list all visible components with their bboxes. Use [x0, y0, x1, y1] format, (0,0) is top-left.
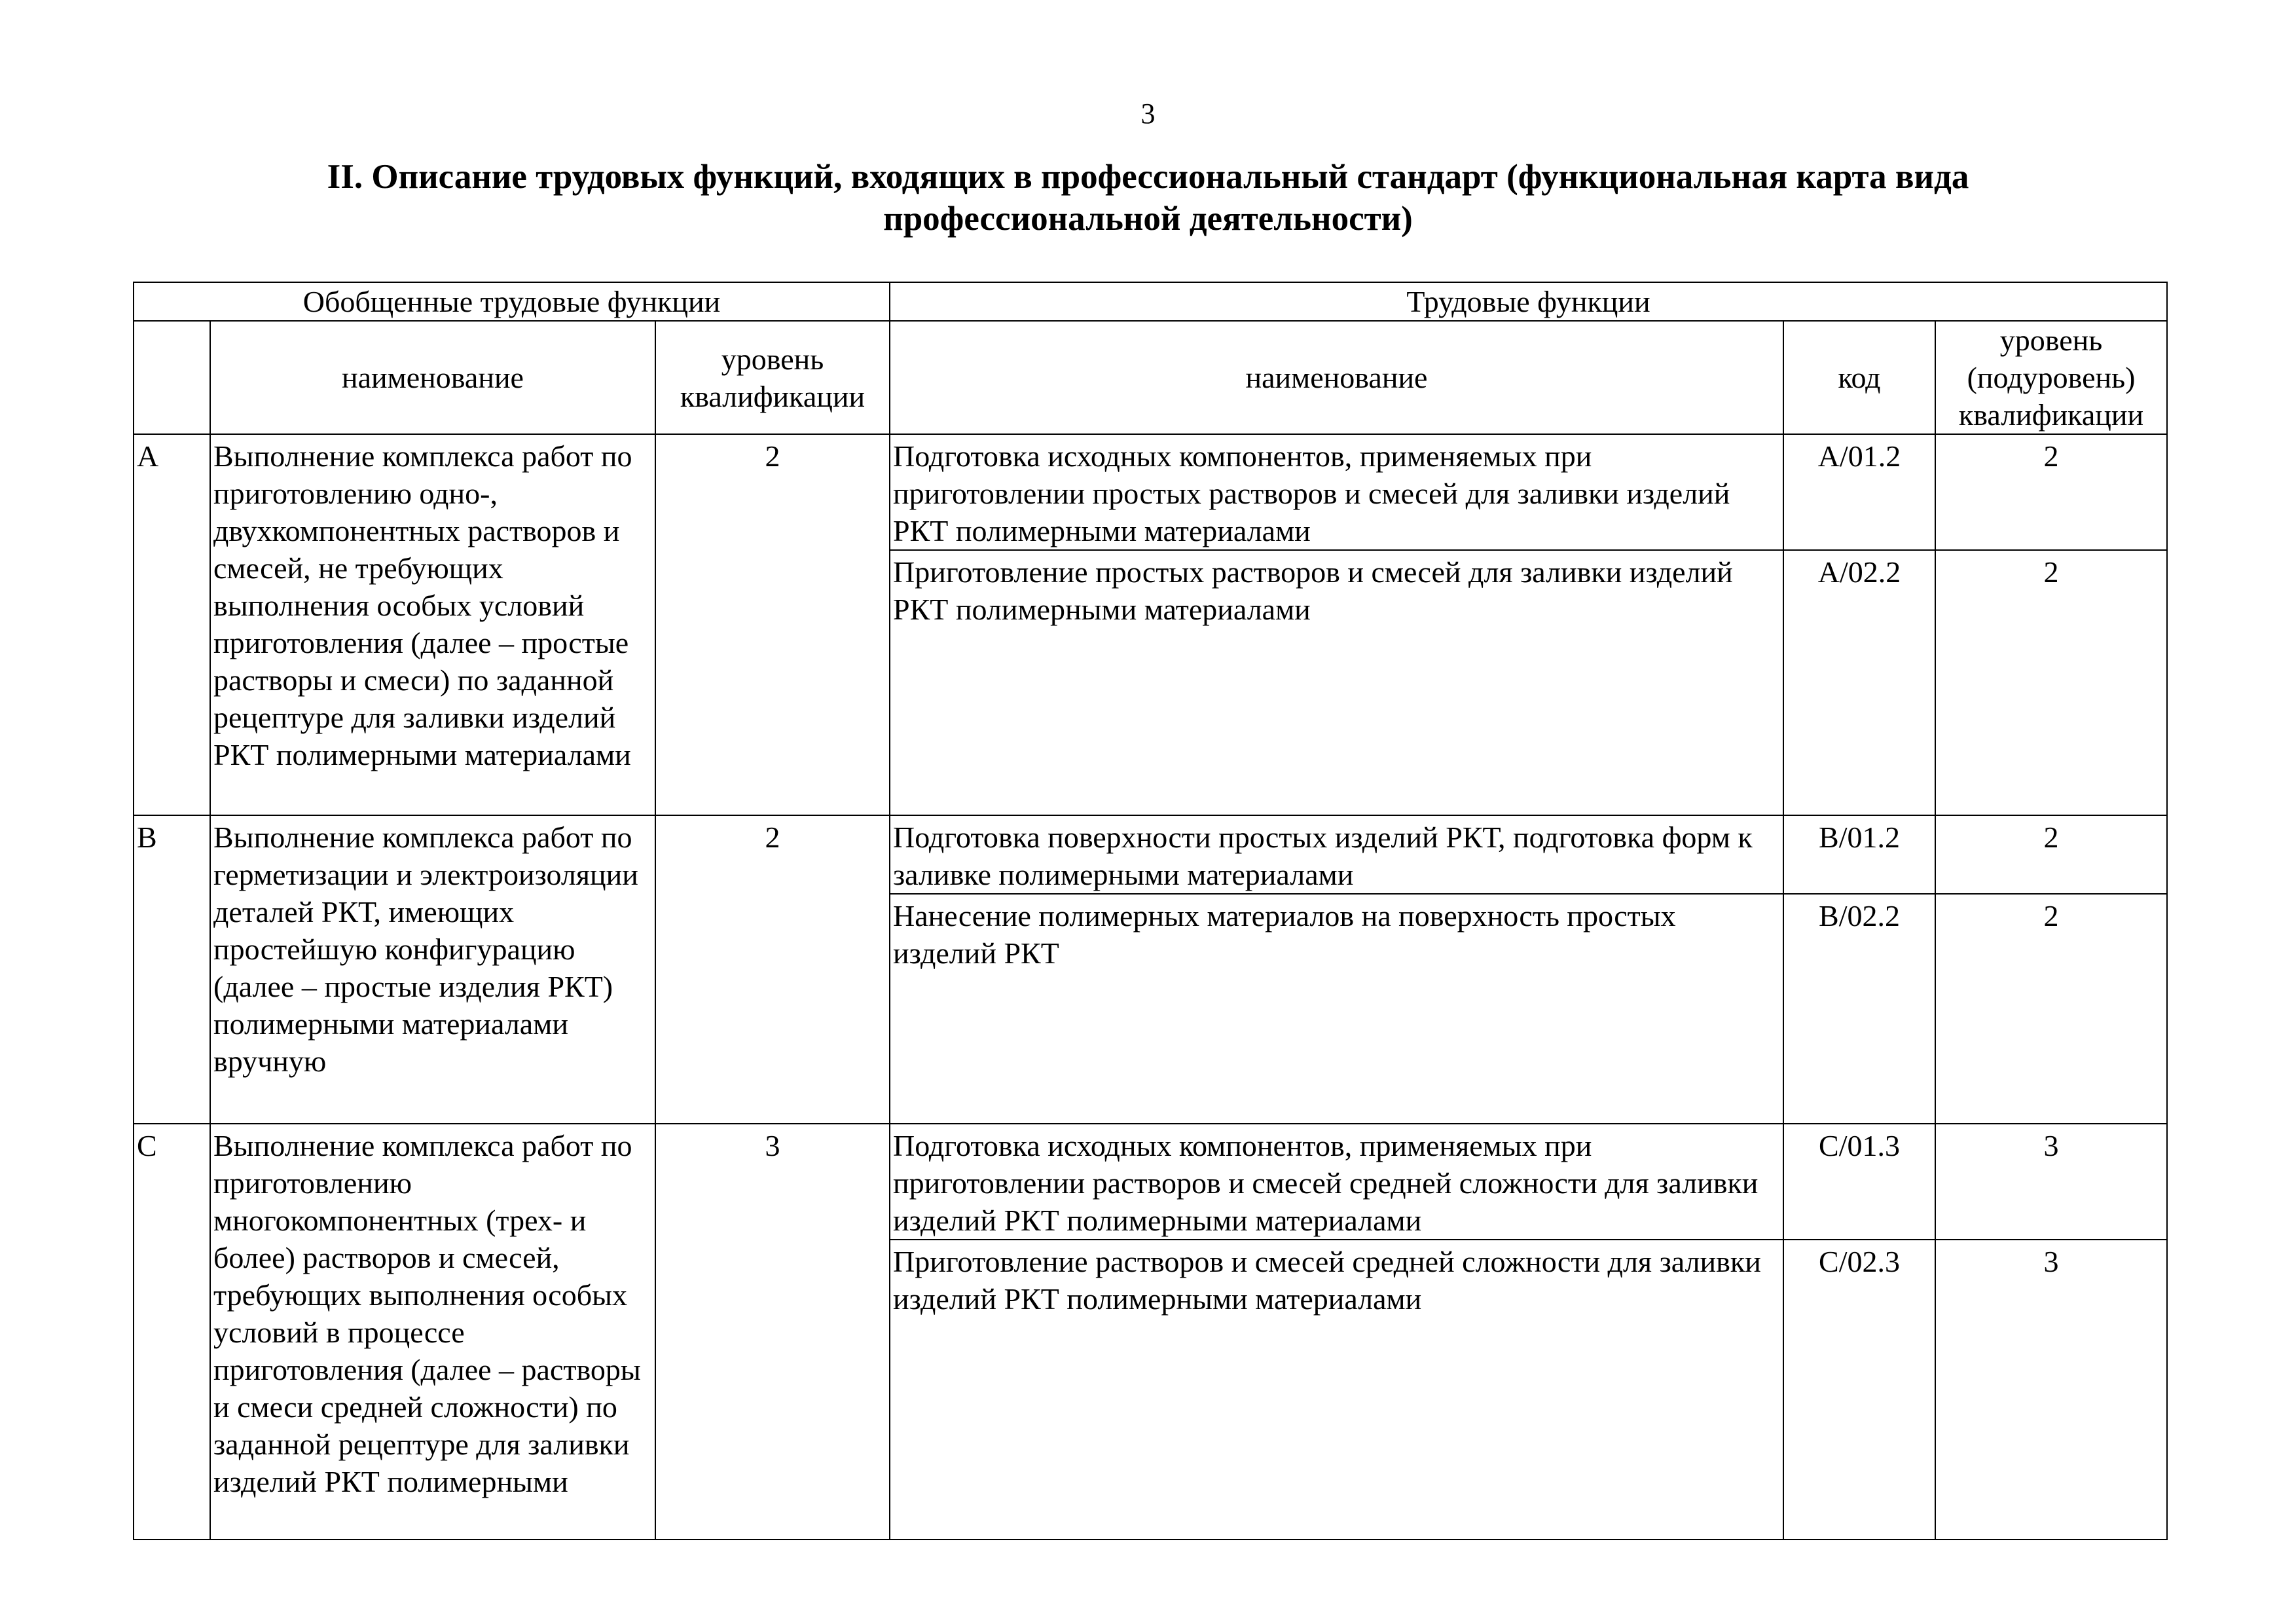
function-name: Нанесение полимерных материалов на поверхность простых изделий РКТ — [890, 894, 1783, 1124]
table-row — [134, 1124, 2167, 1240]
function-name: Приготовление растворов и смесей средней сложности для заливки изделий РКТ полимерными материалами — [890, 1240, 1783, 1540]
header-tf-name: наименование — [890, 321, 1783, 434]
function-name: Подготовка исходных компонентов, применяемых при приготовлении простых растворов и смесей для заливки изделий РКТ полимерными материалами — [890, 434, 1783, 550]
function-name: Приготовление простых растворов и смесей для заливки изделий РКТ полимерными материалами — [890, 550, 1783, 815]
group-name: Выполнение комплекса работ по приготовлению одно-, двухкомпонентных растворов и смесей, не требующих выполнения особых условий приготовления (далее – простые растворы и смеси) по заданной рецептуре для заливки изделий РКТ полимерными материалами — [210, 434, 655, 815]
header-row-1 — [134, 282, 2167, 321]
function-code: A/01.2 — [1783, 434, 1935, 550]
group-name: Выполнение комплекса работ по приготовлению многокомпонентных (трех- и более) растворов и смесей, требующих выполнения особых условий в процессе приготовления (далее – растворы и смеси средней сложности) по заданной рецептуре для заливки изделий РКТ полимерными — [210, 1124, 655, 1540]
function-level: 2 — [1935, 894, 2167, 1124]
function-code: C/01.3 — [1783, 1124, 1935, 1240]
group-name: Выполнение комплекса работ по герметизации и электроизоляции деталей РКТ, имеющих простейшую конфигурацию (далее – простые изделия РКТ) полимерными материалами вручную — [210, 815, 655, 1124]
group-level: 2 — [655, 815, 890, 1124]
group-code: B — [134, 815, 210, 1124]
header-generalized-functions: Обобщенные трудовые функции — [134, 282, 890, 321]
group-code: A — [134, 434, 210, 815]
function-code: C/02.3 — [1783, 1240, 1935, 1540]
table-row — [134, 434, 2167, 550]
header-gen-level: уровень квалификации — [655, 321, 890, 434]
function-name: Подготовка поверхности простых изделий РКТ, подготовка форм к заливке полимерными материалами — [890, 815, 1783, 894]
header-tf-level: уровень (подуровень) квалификации — [1935, 321, 2167, 434]
function-code: A/02.2 — [1783, 550, 1935, 815]
table-row — [134, 815, 2167, 894]
group-level: 3 — [655, 1124, 890, 1540]
function-name: Подготовка исходных компонентов, применяемых при приготовлении растворов и смесей средней сложности для заливки изделий РКТ полимерными материалами — [890, 1124, 1783, 1240]
function-level: 2 — [1935, 434, 2167, 550]
function-level: 3 — [1935, 1240, 2167, 1540]
section-title-line-2: профессиональной деятельности) — [883, 200, 1413, 238]
group-code: C — [134, 1124, 210, 1540]
header-row-2 — [134, 321, 2167, 434]
group-level: 2 — [655, 434, 890, 815]
header-gen-name: наименование — [210, 321, 655, 434]
header-labor-functions: Трудовые функции — [890, 282, 2167, 321]
function-level: 2 — [1935, 815, 2167, 894]
function-code: B/02.2 — [1783, 894, 1935, 1124]
header-code-empty — [134, 321, 210, 434]
function-level: 2 — [1935, 550, 2167, 815]
function-level: 3 — [1935, 1124, 2167, 1240]
section-title-line-1: II. Описание трудовых функций, входящих в профессиональный стандарт (функциональная карта вида — [327, 158, 1969, 196]
header-tf-code: код — [1783, 321, 1935, 434]
section-title — [196, 156, 2100, 240]
function-code: B/01.2 — [1783, 815, 1935, 894]
functional-map-table — [133, 282, 2168, 1540]
page-number: 3 — [1140, 98, 1156, 130]
